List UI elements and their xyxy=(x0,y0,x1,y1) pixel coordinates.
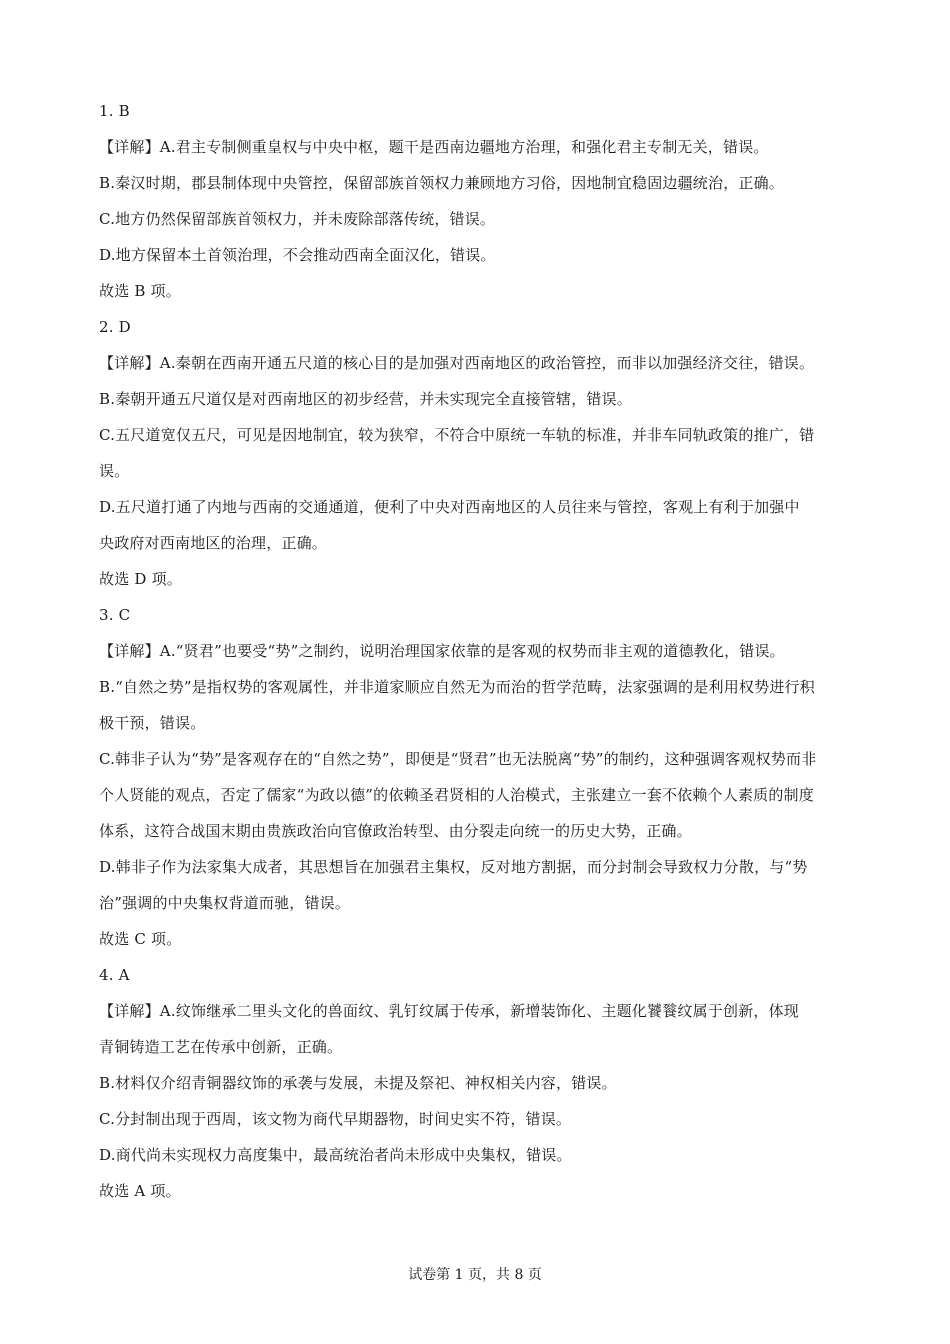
explanation-line: B.秦汉时期，郡县制体现中央管控，保留部族首领权力兼顾地方习俗，因地制宜稳固边疆统治，正确。 xyxy=(99,174,784,192)
question-block xyxy=(99,309,859,597)
explanation-line: D.韩非子作为法家集大成者，其思想旨在加强君主集权，反对地方割据，而分封制会导致权力分散，与“势 xyxy=(99,858,808,876)
explanation-line: B.秦朝开通五尺道仅是对西南地区的初步经营，并未实现完全直接管辖，错误。 xyxy=(99,390,632,408)
question-number: 3. C xyxy=(99,606,131,624)
explanation-line: 个人贤能的观点，否定了儒家“为政以德”的依赖圣君贤相的人治模式，主张建立一套不依赖个人素质的制度 xyxy=(99,786,814,804)
explanation-line: D.五尺道打通了内地与西南的交通通道，便利了中央对西南地区的人员往来与管控，客观上有利于加强中 xyxy=(99,498,800,516)
explanation-line: 治”强调的中央集权背道而驰，错误。 xyxy=(99,894,351,912)
explanation-line: C.五尺道宽仅五尺，可见是因地制宜，较为狭窄，不符合中原统一车轨的标准，并非车同轨政策的推广，错 xyxy=(99,426,815,444)
explanation-line: C.分封制出现于西周，该文物为商代早期器物，时间史实不符，错误。 xyxy=(99,1110,572,1128)
explanation-line: B.材料仅介绍青铜器纹饰的承袭与发展，未提及祭祀、神权相关内容，错误。 xyxy=(99,1074,617,1092)
explanation-line: 央政府对西南地区的治理，正确。 xyxy=(99,534,328,552)
question-number: 2. D xyxy=(99,318,131,336)
explanation-line: 故选 B 项。 xyxy=(99,282,181,300)
question-number: 4. A xyxy=(99,966,130,984)
question-block xyxy=(99,597,859,957)
explanation-line: 青铜铸造工艺在传承中创新，正确。 xyxy=(99,1038,343,1056)
explanation-line: D.地方保留本土首领治理，不会推动西南全面汉化，错误。 xyxy=(99,246,496,264)
explanation-line: 【详解】A.“贤君”也要受“势”之制约，说明治理国家依靠的是客观的权势而非主观的道德教化，错误。 xyxy=(99,642,785,660)
explanation-line: B.“自然之势”是指权势的客观属性，并非道家顺应自然无为而治的哲学范畴，法家强调的是利用权势进行积 xyxy=(99,678,815,696)
explanation-line: 故选 A 项。 xyxy=(99,1182,181,1200)
answer-content xyxy=(99,93,859,1209)
question-number: 1. B xyxy=(99,102,130,120)
explanation-line: 【详解】A.秦朝在西南开通五尺道的核心目的是加强对西南地区的政治管控，而非以加强经济交往，错误。 xyxy=(99,354,815,372)
explanation-line: 误。 xyxy=(99,462,130,480)
page-footer: 试卷第 1 页，共 8 页 xyxy=(408,1267,542,1283)
explanation-line: 故选 C 项。 xyxy=(99,930,182,948)
explanation-line: D.商代尚未实现权力高度集中，最高统治者尚未形成中央集权，错误。 xyxy=(99,1146,572,1164)
explanation-line: C.韩非子认为“势”是客观存在的“自然之势”，即便是“贤君”也无法脱离“势”的制约，这种强调客观权势而非 xyxy=(99,750,817,768)
explanation-line: 极干预，错误。 xyxy=(99,714,206,732)
explanation-line: 故选 D 项。 xyxy=(99,570,182,588)
explanation-line: 【详解】A.纹饰继承二里头文化的兽面纹、乳钉纹属于传承，新增装饰化、主题化饕餮纹属于创新，体现 xyxy=(99,1002,800,1020)
explanation-line: C.地方仍然保留部族首领权力，并未废除部落传统，错误。 xyxy=(99,210,496,228)
question-block xyxy=(99,93,859,309)
explanation-line: 【详解】A.君主专制侧重皇权与中央中枢，题干是西南边疆地方治理，和强化君主专制无关，错误。 xyxy=(99,138,769,156)
question-block xyxy=(99,957,859,1209)
explanation-line: 体系，这符合战国末期由贵族政治向官僚政治转型、由分裂走向统一的历史大势，正确。 xyxy=(99,822,692,840)
